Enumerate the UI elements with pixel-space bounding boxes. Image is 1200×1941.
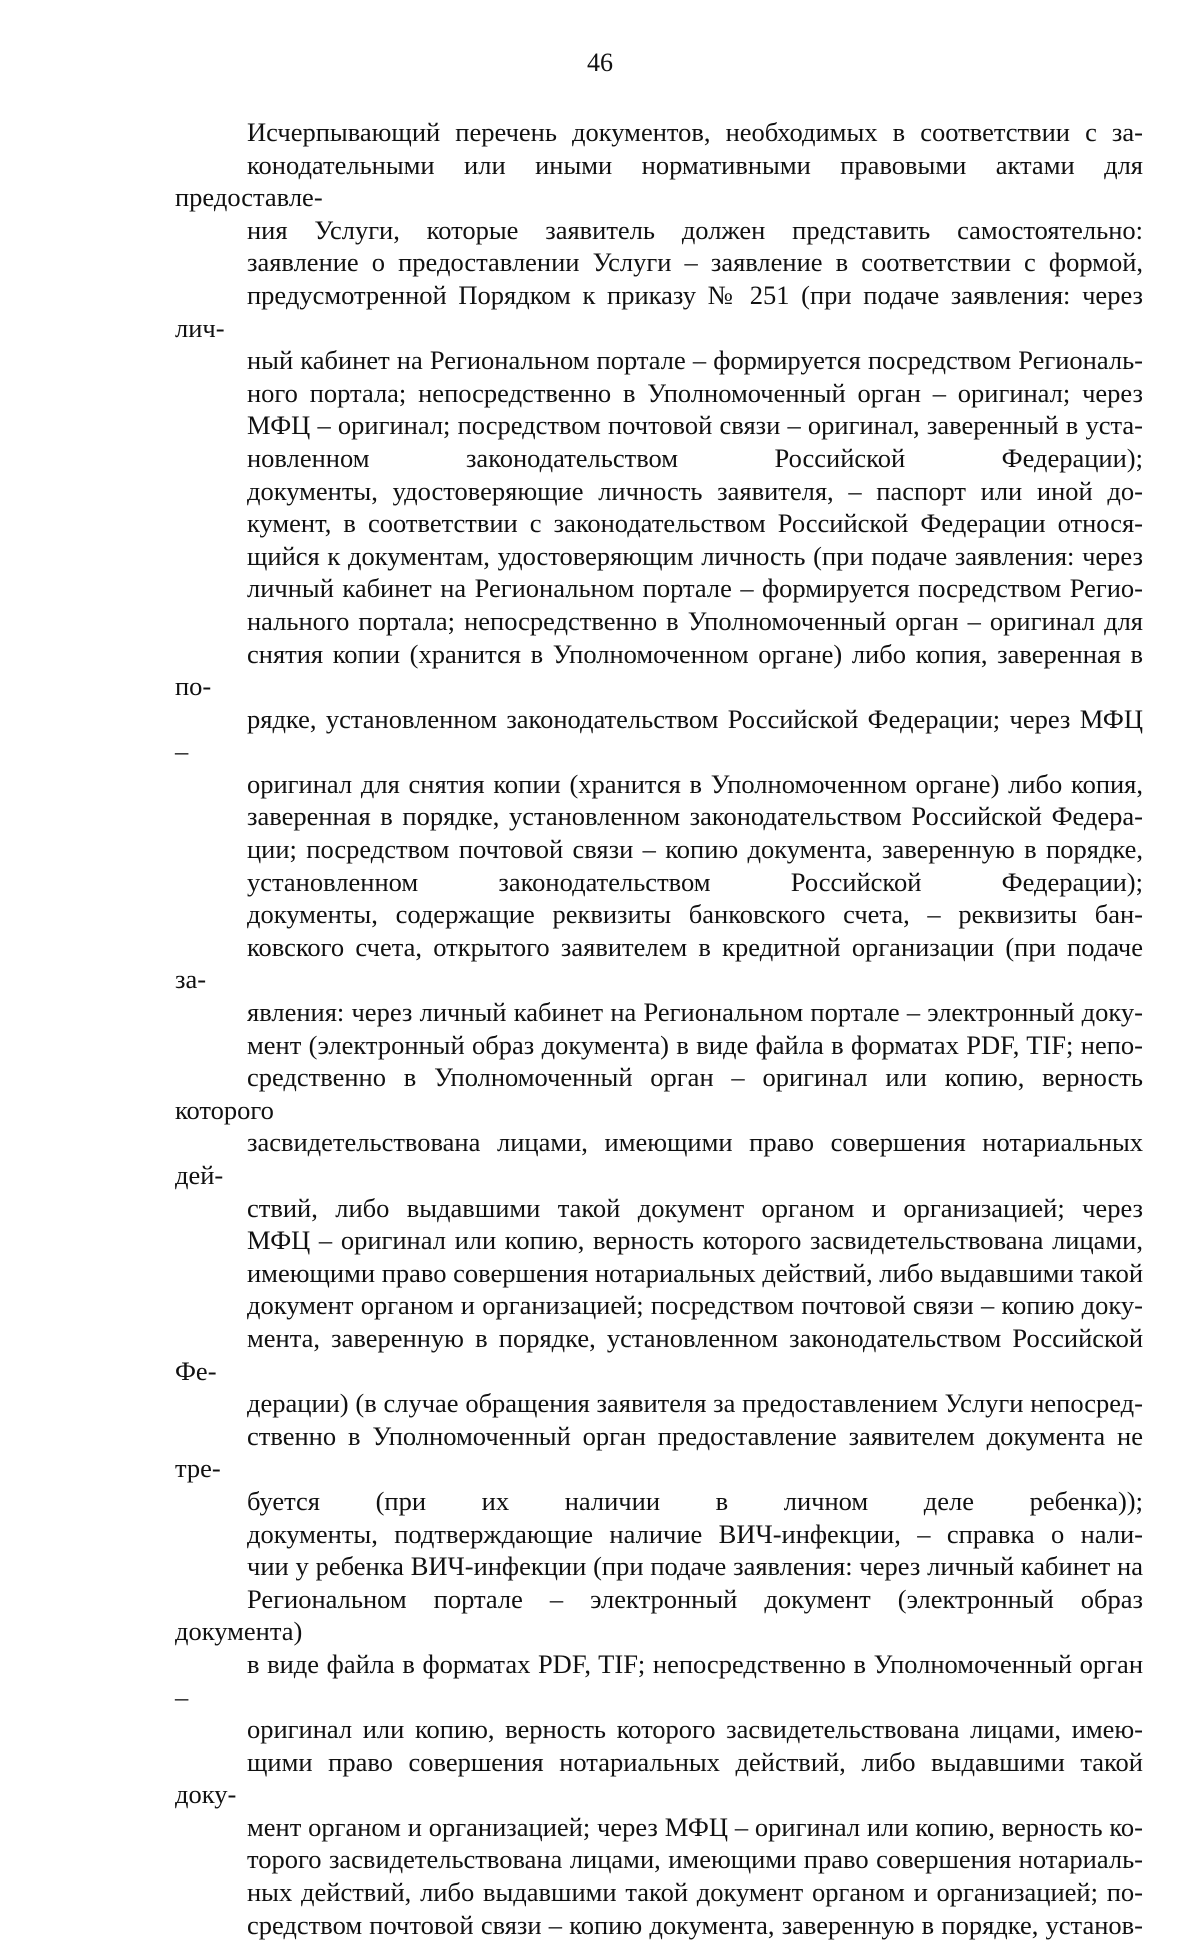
paragraph-line: дерации) (в случае обращения заявителя за предоставлением Услуги непосред- [247, 1388, 1143, 1419]
paragraph-line: заявление о предоставлении Услуги – заявление в соответствии с формой, [247, 247, 1143, 278]
paragraph-line: оригинал для снятия копии (хранится в Уполномоченном органе) либо копия, [247, 768, 1143, 799]
paragraph-hiv-certificate [175, 1518, 1143, 1941]
paragraph-line: щими право совершения нотариальных действий, либо выдавшими такой доку- [175, 1746, 1143, 1810]
paragraph-line: имеющими право совершения нотариальных действий, либо выдавшими такой [247, 1257, 1143, 1288]
paragraph-line: ный кабинет на Региональном портале – формируется посредством Региональ- [247, 345, 1143, 376]
paragraph-line: ции; посредством почтовой связи – копию документа, заверенную в порядке, [247, 834, 1143, 865]
paragraph-line: МФЦ – оригинал; посредством почтовой связи – оригинал, заверенный в уста- [247, 410, 1143, 441]
paragraph-line: личный кабинет на Региональном портале – формируется посредством Регио- [247, 573, 1143, 604]
document-body [175, 116, 1143, 1941]
paragraph-line: щийся к документам, удостоверяющим личность (при подаче заявления: через [247, 540, 1143, 571]
paragraph-line: рядке, установленном законодательством Российской Федерации; через МФЦ – [175, 703, 1143, 767]
paragraph-line: Региональном портале – электронный документ (электронный образ документа) [175, 1583, 1143, 1647]
paragraph-line: конодательными или иными нормативными правовыми актами для предоставле- [175, 149, 1143, 213]
paragraph-line: документы, удостоверяющие личность заявителя, – паспорт или иной до- [247, 475, 1143, 506]
paragraph-line: средственно в Уполномоченный орган – оригинал или копию, верность которого [175, 1062, 1143, 1125]
paragraph-bank-details [175, 898, 1143, 1517]
paragraph-line: нального портала; непосредственно в Уполномоченный орган – оригинал для [247, 605, 1143, 636]
paragraph-line: предусмотренной Порядком к приказу № 251 (при подаче заявления: через лич- [175, 279, 1143, 343]
paragraph-line: ного портала; непосредственно в Уполномоченный орган – оригинал; через [247, 377, 1143, 408]
page-number: 46 [587, 48, 613, 77]
paragraph-line: снятия копии (хранится в Уполномоченном органе) либо копия, заверенная в по- [175, 638, 1143, 702]
paragraph-identity-documents [175, 475, 1143, 899]
paragraph-document-list-intro [175, 116, 1143, 246]
paragraph-line: ных действий, либо выдавшими такой документ органом и организацией; по- [247, 1877, 1143, 1908]
paragraph-line: кумент, в соответствии с законодательством Российской Федерации относя- [247, 508, 1143, 539]
paragraph-line: оригинал или копию, верность которого засвидетельствована лицами, имею- [247, 1714, 1143, 1745]
paragraph-line: явления: через личный кабинет на Региональном портале – электронный доку- [247, 997, 1143, 1028]
paragraph-line: МФЦ – оригинал или копию, верность которого засвидетельствована лицами, [247, 1225, 1143, 1256]
paragraph-application [175, 246, 1143, 474]
paragraph-line: новленном законодательством Российской Федерации); [247, 442, 1143, 473]
paragraph-line: мент (электронный образ документа) в виде файла в форматах PDF, TIF; непо- [247, 1029, 1143, 1060]
paragraph-line: торого засвидетельствована лицами, имеющими право совершения нотариаль- [247, 1844, 1143, 1875]
paragraph-line: установленном законодательством Российской Федерации); [247, 866, 1143, 897]
paragraph-line: ственно в Уполномоченный орган предоставление заявителем документа не тре- [175, 1420, 1143, 1484]
paragraph-line: документ органом и организацией; посредством почтовой связи – копию доку- [247, 1290, 1143, 1321]
paragraph-line: в виде файла в форматах PDF, TIF; непосредственно в Уполномоченный орган – [175, 1648, 1143, 1712]
paragraph-line: буется (при их наличии в личном деле ребенка)); [247, 1485, 1143, 1516]
paragraph-line: чии у ребенка ВИЧ-инфекции (при подаче заявления: через личный кабинет на [247, 1551, 1143, 1582]
paragraph-line: ния Услуги, которые заявитель должен представить самостоятельно: [247, 214, 1143, 245]
paragraph-line: засвидетельствована лицами, имеющими право совершения нотариальных дей- [175, 1127, 1143, 1190]
paragraph-line: документы, содержащие реквизиты банковского счета, – реквизиты бан- [247, 899, 1143, 930]
paragraph-line: ковского счета, открытого заявителем в кредитной организации (при подаче за- [175, 931, 1143, 995]
paragraph-line: ствий, либо выдавшими такой документ органом и организацией; через [247, 1192, 1143, 1223]
paragraph-line: Исчерпывающий перечень документов, необходимых в соответствии с за- [247, 117, 1143, 147]
paragraph-line: документы, подтверждающие наличие ВИЧ-инфекции, – справка о нали- [247, 1518, 1143, 1549]
paragraph-line: мента, заверенную в порядке, установленном законодательством Российской Фе- [175, 1322, 1143, 1386]
paragraph-line: заверенная в порядке, установленном законодательством Российской Федера- [247, 801, 1143, 832]
paragraph-line: мент органом и организацией; через МФЦ – оригинал или копию, верность ко- [247, 1811, 1143, 1842]
paragraph-line: средством почтовой связи – копию документа, заверенную в порядке, установ- [247, 1909, 1143, 1940]
